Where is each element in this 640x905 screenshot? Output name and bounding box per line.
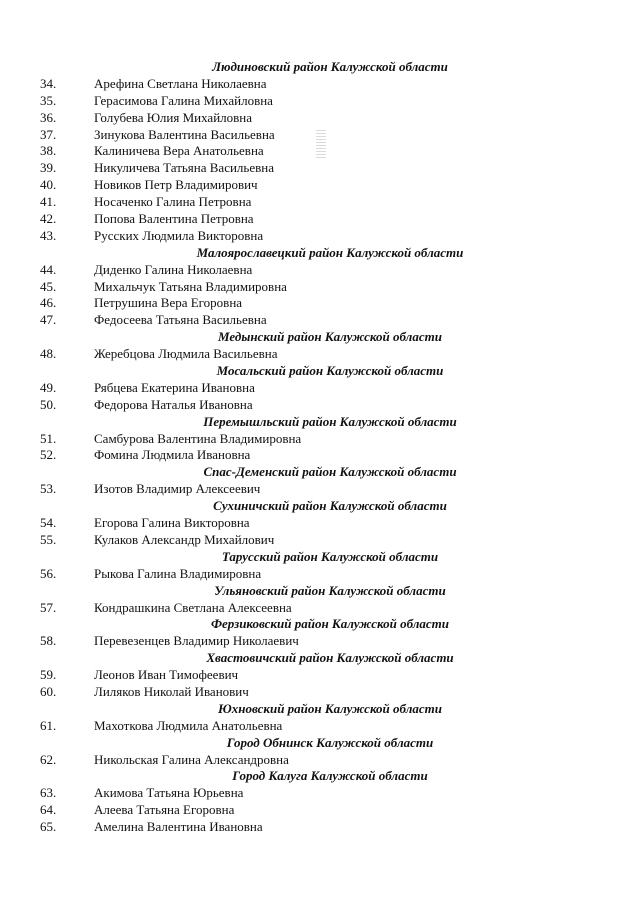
person-name: Зинукова Валентина Васильевна — [94, 126, 275, 142]
list-item — [0, 295, 640, 312]
list-item-number: 56. — [40, 565, 57, 581]
list-item-number: 65. — [40, 819, 57, 835]
person-name: Никольская Галина Александровна — [94, 751, 289, 767]
list-item — [0, 566, 640, 583]
list-item — [0, 228, 640, 245]
list-item — [0, 667, 640, 684]
list-item — [0, 160, 640, 177]
district-heading: Тарусский район Калужской области — [221, 548, 439, 564]
list-item-number: 63. — [40, 785, 57, 801]
list-item-number: 49. — [40, 379, 57, 395]
district-heading: Ульяновский район Калужской области — [214, 582, 446, 598]
list-item — [0, 279, 640, 296]
list-item-number: 39. — [40, 160, 57, 176]
list-item-number: 55. — [40, 531, 57, 547]
list-item — [0, 93, 640, 110]
person-name: Алеева Татьяна Егоровна — [94, 802, 235, 818]
person-name: Голубева Юлия Михайловна — [94, 109, 253, 125]
person-name: Федорова Наталья Ивановна — [94, 396, 253, 412]
list-item-number: 35. — [40, 92, 57, 108]
person-name: Федосеева Татьяна Васильевна — [94, 312, 267, 328]
list-item — [0, 211, 640, 228]
person-name: Арефина Светлана Николаевна — [94, 75, 267, 91]
list-item-number: 64. — [40, 802, 57, 818]
list-item — [0, 177, 640, 194]
person-name: Носаченко Галина Петровна — [94, 194, 252, 210]
person-name: Кулаков Александр Михайлович — [94, 531, 275, 547]
person-name: Перевезенцев Владимир Николаевич — [94, 633, 299, 649]
list-item — [0, 785, 640, 802]
list-item-number: 43. — [40, 227, 57, 243]
list-item — [0, 600, 640, 617]
district-heading: Малоярославецкий район Калужской области — [196, 244, 464, 260]
list-item-number: 51. — [40, 430, 57, 446]
list-item-number: 40. — [40, 177, 57, 193]
district-heading: Юхновский район Калужской области — [218, 700, 442, 716]
person-name: Новиков Петр Владимирович — [94, 177, 258, 193]
list-item-number: 58. — [40, 633, 57, 649]
list-item-number: 62. — [40, 751, 57, 767]
list-item — [0, 312, 640, 329]
list-item — [0, 515, 640, 532]
person-name: Рыкова Галина Владимировна — [94, 565, 262, 581]
person-name: Русских Людмила Викторовна — [94, 227, 264, 243]
district-heading: Мосальский район Калужской области — [216, 363, 444, 379]
list-item — [0, 802, 640, 819]
list-item-number: 42. — [40, 211, 57, 227]
person-name: Егорова Галина Викторовна — [94, 515, 250, 531]
scan-artifact — [316, 130, 326, 160]
list-item — [0, 481, 640, 498]
person-name: Никуличева Татьяна Васильевна — [94, 160, 274, 176]
list-item-number: 41. — [40, 194, 57, 210]
person-name: Фомина Людмила Ивановна — [94, 447, 251, 463]
district-heading: Город Калуга Калужской области — [232, 768, 428, 784]
list-item — [0, 380, 640, 397]
person-name: Диденко Галина Николаевна — [94, 261, 253, 277]
person-name: Петрушина Вера Егоровна — [94, 295, 243, 311]
district-heading: Город Обнинск Калужской области — [226, 734, 434, 750]
list-item-number: 57. — [40, 599, 57, 615]
list-item — [0, 262, 640, 279]
list-item-number: 60. — [40, 683, 57, 699]
district-heading: Перемышльский район Калужской области — [203, 413, 457, 429]
person-name: Лиляков Николай Иванович — [94, 683, 249, 699]
list-item — [0, 718, 640, 735]
list-item-number: 37. — [40, 126, 57, 142]
district-heading: Медынский район Калужской области — [218, 329, 442, 345]
list-item — [0, 76, 640, 93]
list-item-number: 46. — [40, 295, 57, 311]
list-item-number: 59. — [40, 667, 57, 683]
district-heading: Людиновский район Калужской области — [212, 59, 448, 74]
list-item — [0, 447, 640, 464]
list-item — [0, 532, 640, 549]
name-list-document — [0, 59, 640, 836]
person-name: Жеребцова Людмила Васильевна — [94, 346, 278, 362]
list-item-number: 54. — [40, 515, 57, 531]
list-item — [0, 397, 640, 414]
district-heading: Спас-Деменский район Калужской области — [203, 464, 457, 480]
list-item — [0, 431, 640, 448]
list-item-number: 38. — [40, 143, 57, 159]
list-item-number: 45. — [40, 278, 57, 294]
person-name: Рябцева Екатерина Ивановна — [94, 379, 255, 395]
list-item — [0, 110, 640, 127]
list-item — [0, 194, 640, 211]
list-item — [0, 752, 640, 769]
list-item — [0, 346, 640, 363]
list-item — [0, 633, 640, 650]
list-item-number: 44. — [40, 261, 57, 277]
person-name: Изотов Владимир Алексеевич — [94, 481, 261, 497]
person-name: Самбурова Валентина Владимировна — [94, 430, 302, 446]
person-name: Калиничева Вера Анатольевна — [94, 143, 264, 159]
list-item-number: 50. — [40, 396, 57, 412]
list-item-number: 36. — [40, 109, 57, 125]
list-item-number: 52. — [40, 447, 57, 463]
list-item-number: 48. — [40, 346, 57, 362]
person-name: Махоткова Людмила Анатольевна — [94, 717, 283, 733]
list-item — [0, 819, 640, 836]
person-name: Герасимова Галина Михайловна — [94, 92, 273, 108]
person-name: Леонов Иван Тимофеевич — [94, 667, 239, 683]
person-name: Попова Валентина Петровна — [94, 211, 254, 227]
district-heading: Ферзиковский район Калужской области — [210, 616, 450, 632]
list-item-number: 47. — [40, 312, 57, 328]
person-name: Михальчук Татьяна Владимировна — [94, 278, 287, 294]
list-item-number: 34. — [40, 75, 57, 91]
list-item-number: 53. — [40, 481, 57, 497]
district-heading: Хвастовичский район Калужской области — [206, 650, 454, 666]
person-name: Амелина Валентина Ивановна — [94, 819, 263, 835]
list-item-number: 61. — [40, 717, 57, 733]
list-item — [0, 684, 640, 701]
person-name: Акимова Татьяна Юрьевна — [94, 785, 244, 801]
district-heading: Сухиничский район Калужской области — [213, 498, 447, 514]
person-name: Кондрашкина Светлана Алексеевна — [94, 599, 292, 615]
